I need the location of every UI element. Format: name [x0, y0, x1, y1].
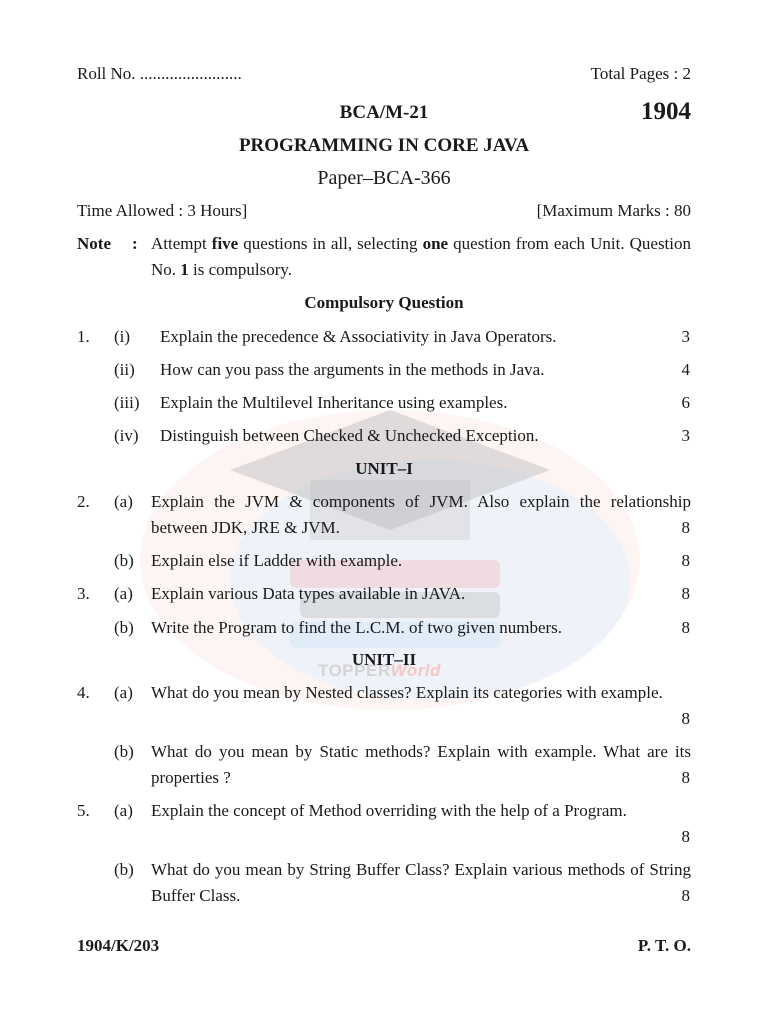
note-label: Note	[77, 234, 111, 253]
question-text: Explain the JVM & components of JVM. Also explain the relationship between JDK, JRE & JVM.	[151, 492, 691, 537]
question-text: Distinguish between Checked & Unchecked Exception.	[160, 426, 539, 445]
question-text: Explain the precedence & Associativity in Java Operators.	[160, 327, 557, 346]
time-allowed: Time Allowed : 3 Hours]	[77, 201, 248, 220]
part-label: (a)	[114, 492, 133, 511]
part-label: (a)	[114, 683, 133, 702]
marks: 8	[681, 768, 690, 787]
roll-number: Roll No. ........................	[77, 64, 242, 83]
part-label: (ii)	[114, 360, 135, 379]
unit-heading: UNIT–II	[351, 650, 417, 669]
part-label: (b)	[114, 742, 134, 761]
note-text	[151, 231, 691, 283]
part-label: (b)	[114, 551, 134, 570]
course-code: BCA/M-21	[339, 102, 429, 123]
footer-code: 1904/K/203	[77, 936, 160, 955]
marks: 8	[681, 709, 690, 728]
marks: 8	[681, 518, 690, 537]
question-number: 2.	[77, 492, 90, 511]
watermark-brand-a: TOPPER	[318, 661, 391, 680]
question-number: 1.	[77, 327, 90, 346]
marks: 8	[681, 827, 690, 846]
question-number: 5.	[77, 801, 90, 820]
note-part: Attempt	[151, 234, 212, 253]
part-label: (a)	[114, 801, 133, 820]
note-emphasis: 1	[180, 260, 189, 279]
part-label: (i)	[114, 327, 131, 346]
part-label: (b)	[114, 860, 134, 879]
question-text: What do you mean by Static methods? Explain with example. What are its properties ?	[151, 742, 691, 787]
marks: 3	[681, 426, 690, 445]
marks: 8	[681, 886, 690, 905]
note-part: questions in all, selecting	[238, 234, 423, 253]
part-label: (iv)	[114, 426, 139, 445]
marks: 8	[681, 584, 690, 603]
question-text: How can you pass the arguments in the methods in Java.	[160, 360, 545, 379]
total-pages: Total Pages : 2	[590, 64, 691, 83]
marks: 8	[681, 618, 690, 637]
paper-title: PROGRAMMING IN CORE JAVA	[238, 135, 530, 156]
marks: 3	[681, 327, 690, 346]
paper-code: Paper–BCA-366	[317, 167, 451, 189]
maximum-marks: [Maximum Marks : 80	[536, 201, 691, 220]
watermark-brand-b: World	[390, 661, 441, 680]
question-text: Explain various Data types available in JAVA.	[151, 584, 466, 603]
note-emphasis: one	[422, 234, 449, 253]
question-text: What do you mean by String Buffer Class? Explain various methods of String Buffer Class.	[151, 860, 691, 905]
note-part: is compulsory.	[188, 260, 293, 279]
please-turn-over: P. T. O.	[637, 936, 691, 955]
question-number: 4.	[77, 683, 90, 702]
question-text: Explain else if Ladder with example.	[151, 551, 403, 570]
unit-heading: UNIT–I	[355, 459, 413, 478]
note-colon: :	[132, 234, 138, 253]
question-text: Explain the Multilevel Inheritance using examples.	[160, 393, 508, 412]
compulsory-heading: Compulsory Question	[304, 293, 464, 312]
part-label: (iii)	[114, 393, 140, 412]
question-text: Write the Program to find the L.C.M. of two given numbers.	[151, 618, 563, 637]
question-text: Explain the concept of Method overriding with the help of a Program.	[151, 801, 627, 820]
marks: 6	[681, 393, 690, 412]
marks: 4	[681, 360, 690, 379]
paper-number: 1904	[641, 98, 691, 125]
part-label: (a)	[114, 584, 133, 603]
note-part: question from each Unit. Question No.	[151, 234, 692, 279]
question-text: What do you mean by Nested classes? Explain its categories with example.	[151, 683, 663, 702]
marks: 8	[681, 551, 690, 570]
note-emphasis: five	[211, 234, 239, 253]
part-label: (b)	[114, 618, 134, 637]
question-number: 3.	[77, 584, 90, 603]
